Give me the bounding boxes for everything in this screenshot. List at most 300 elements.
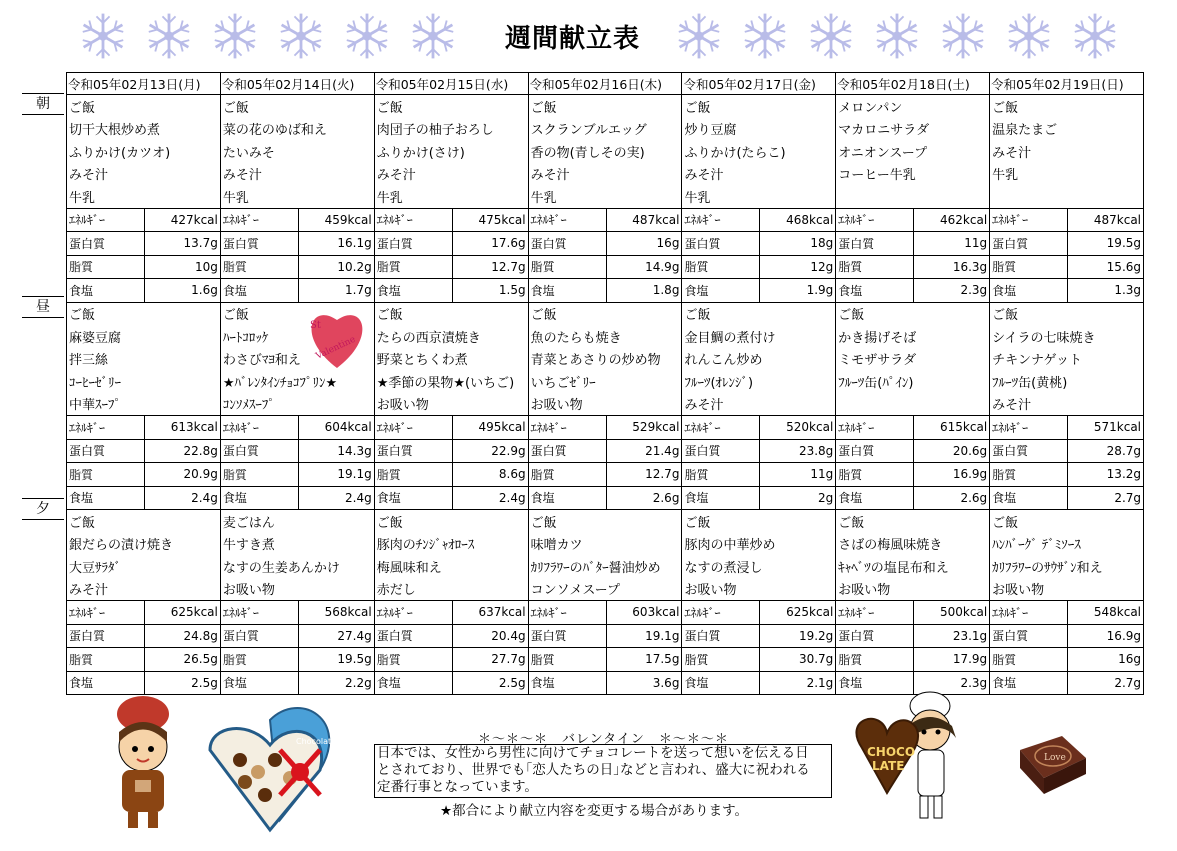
nutrient-label: 蛋白質 — [836, 232, 914, 256]
choco-text: CHOCO — [867, 745, 916, 759]
nutrient-label: 食塩 — [220, 279, 298, 303]
nutrient-label: 蛋白質 — [220, 439, 298, 463]
girl-with-chef-hat-illustration — [108, 692, 178, 832]
date-header: 令和05年02月15日(水) — [374, 73, 528, 95]
nutrient-value: 1.7g — [298, 279, 374, 303]
nutrient-label: ｴﾈﾙｷﾞｰ — [220, 208, 298, 232]
nutrient-value: 17.6g — [452, 232, 528, 256]
nutrient-label: 脂質 — [990, 648, 1068, 672]
lunch-item-row — [67, 302, 1144, 325]
menu-item: さばの梅風味焼き — [836, 533, 990, 556]
nutrient-value: 16g — [606, 232, 682, 256]
nutrient-value: 2g — [760, 486, 836, 510]
breakfast-nutrition-row — [67, 208, 1144, 232]
nutrient-value: 24.8g — [145, 624, 221, 648]
menu-item: 麦ごはん — [220, 510, 374, 533]
nutrient-label: ｴﾈﾙｷﾞｰ — [67, 416, 145, 440]
menu-item: 野菜とちくわ煮 — [374, 348, 528, 371]
nutrient-value: 14.3g — [298, 439, 374, 463]
nutrient-label: 脂質 — [682, 255, 760, 279]
nutrient-value: 615kcal — [914, 416, 990, 440]
page-title: 週間献立表 — [505, 24, 641, 54]
menu-item: 牛乳 — [990, 163, 1144, 186]
nutrient-value: 14.9g — [606, 255, 682, 279]
nutrient-value: 19.5g — [1068, 232, 1144, 256]
nutrient-label: 蛋白質 — [682, 624, 760, 648]
menu-item: ご飯 — [990, 302, 1144, 325]
nutrient-value: 16.9g — [1068, 624, 1144, 648]
nutrient-label: 脂質 — [682, 463, 760, 487]
snowflake-border-left — [72, 8, 464, 64]
nutrient-label: 蛋白質 — [836, 439, 914, 463]
nutrient-value: 28.7g — [1068, 439, 1144, 463]
lunch-item-row — [67, 325, 1144, 348]
nutrient-label: 脂質 — [67, 463, 145, 487]
nutrient-label: 蛋白質 — [836, 624, 914, 648]
menu-item: ﾊｰﾄｺﾛｯｹ — [220, 325, 374, 348]
menu-item: 菜の花のゆば和え — [220, 118, 374, 141]
nutrient-value: 2.1g — [760, 671, 836, 695]
nutrient-value: 2.3g — [914, 279, 990, 303]
nutrient-value: 487kcal — [606, 208, 682, 232]
menu-item: ふりかけ(たらこ) — [682, 140, 836, 163]
nutrient-label: 食塩 — [682, 486, 760, 510]
nutrient-label: ｴﾈﾙｷﾞｰ — [682, 601, 760, 625]
weekly-menu-table — [66, 72, 1144, 695]
nutrient-label: 食塩 — [836, 486, 914, 510]
love-text: Love — [1044, 753, 1066, 763]
lunch-nutrition-row — [67, 463, 1144, 487]
menu-item — [836, 393, 990, 416]
nutrient-label: 食塩 — [836, 279, 914, 303]
menu-item: ｶﾘﾌﾗﾜｰのｻｳｻﾞﾝ和え — [990, 555, 1144, 578]
menu-item: 温泉たまご — [990, 118, 1144, 141]
nutrient-value: 20.4g — [452, 624, 528, 648]
menu-item: なすの生姜あんかけ — [220, 555, 374, 578]
valentine-note-box — [374, 744, 832, 798]
nutrient-value: 22.9g — [452, 439, 528, 463]
menu-item: ﾌﾙｰﾂ缶(ﾊﾟｲﾝ) — [836, 370, 990, 393]
nutrient-label: ｴﾈﾙｷﾞｰ — [220, 601, 298, 625]
nutrient-label: 脂質 — [836, 255, 914, 279]
nutrient-value: 529kcal — [606, 416, 682, 440]
breakfast-item-row — [67, 163, 1144, 186]
menu-item: メロンパン — [836, 95, 990, 118]
breakfast-item-row — [67, 118, 1144, 141]
snowflake-icon — [204, 8, 266, 64]
snowflake-icon — [998, 8, 1060, 64]
nutrient-label: ｴﾈﾙｷﾞｰ — [528, 416, 606, 440]
nutrient-label: 食塩 — [990, 486, 1068, 510]
nutrient-value: 12g — [760, 255, 836, 279]
nutrient-label: 蛋白質 — [990, 624, 1068, 648]
nutrient-label: ｴﾈﾙｷﾞｰ — [836, 208, 914, 232]
snowflake-icon — [402, 8, 464, 64]
nutrient-label: 食塩 — [990, 671, 1068, 695]
menu-item — [836, 185, 990, 208]
nutrient-value: 1.8g — [606, 279, 682, 303]
note-line: とされており、世界でも｢恋人たちの日｣などと言われ、盛大に祝われる — [377, 762, 810, 778]
menu-item: 牛乳 — [374, 185, 528, 208]
menu-item: ご飯 — [836, 510, 990, 533]
nutrient-label: 蛋白質 — [990, 439, 1068, 463]
nutrient-value: 568kcal — [298, 601, 374, 625]
snowflake-icon — [932, 8, 994, 64]
chef-girl-with-chocolate-illustration — [842, 688, 972, 828]
dinner-item-row — [67, 510, 1144, 533]
nutrient-value: 15.6g — [1068, 255, 1144, 279]
nutrient-value: 1.3g — [1068, 279, 1144, 303]
snowflake-icon — [800, 8, 862, 64]
nutrient-label: 蛋白質 — [374, 439, 452, 463]
menu-item: ご飯 — [374, 510, 528, 533]
menu-item: ご飯 — [67, 95, 221, 118]
menu-item: 拌三絲 — [67, 348, 221, 371]
menu-item: お吸い物 — [528, 393, 682, 416]
menu-item: 牛すき煮 — [220, 533, 374, 556]
nutrient-label: 脂質 — [682, 648, 760, 672]
menu-item: ★季節の果物★(いちご) — [374, 370, 528, 393]
menu-item: ご飯 — [67, 302, 221, 325]
change-notice: ★都合により献立内容を変更する場合があります。 — [440, 803, 749, 819]
menu-item: 肉団子の柚子おろし — [374, 118, 528, 141]
nutrient-value: 10g — [145, 255, 221, 279]
menu-item: ふりかけ(カツオ) — [67, 140, 221, 163]
heart-text-valentine: Valentine — [314, 334, 358, 362]
nutrient-label: 脂質 — [220, 255, 298, 279]
nutrient-label: 脂質 — [374, 463, 452, 487]
chocolate-box-illustration — [200, 700, 364, 835]
menu-item: お吸い物 — [990, 578, 1144, 601]
nutrient-label: 蛋白質 — [528, 624, 606, 648]
date-header: 令和05年02月13日(月) — [67, 73, 221, 95]
nutrient-value: 19.1g — [606, 624, 682, 648]
nutrient-label: 蛋白質 — [374, 232, 452, 256]
menu-item: ｺﾝｿﾒｽｰﾌﾟ — [220, 393, 374, 416]
lunch-item-row — [67, 370, 1144, 393]
menu-item: 魚のたらも焼き — [528, 325, 682, 348]
nutrient-value: 2.5g — [452, 671, 528, 695]
nutrient-value: 20.6g — [914, 439, 990, 463]
nutrient-label: ｴﾈﾙｷﾞｰ — [990, 601, 1068, 625]
menu-item: ご飯 — [528, 510, 682, 533]
nutrient-value: 16.9g — [914, 463, 990, 487]
nutrient-label: ｴﾈﾙｷﾞｰ — [528, 208, 606, 232]
snowflake-icon — [138, 8, 200, 64]
menu-item: ご飯 — [682, 95, 836, 118]
menu-item: 豚肉のﾁﾝｼﾞｬｵﾛｰｽ — [374, 533, 528, 556]
nutrient-value: 17.5g — [606, 648, 682, 672]
nutrient-value: 3.6g — [606, 671, 682, 695]
nutrient-label: 脂質 — [528, 648, 606, 672]
nutrient-label: 脂質 — [67, 648, 145, 672]
nutrient-value: 11g — [914, 232, 990, 256]
menu-item: シイラの七味焼き — [990, 325, 1144, 348]
menu-item: 青菜とあさりの炒め物 — [528, 348, 682, 371]
lunch-nutrition-row — [67, 439, 1144, 463]
nutrient-value: 16.1g — [298, 232, 374, 256]
nutrient-value: 16.3g — [914, 255, 990, 279]
nutrient-value: 2.6g — [606, 486, 682, 510]
date-header-row — [67, 73, 1144, 95]
menu-item: れんこん炒め — [682, 348, 836, 371]
nutrient-label: 脂質 — [990, 463, 1068, 487]
nutrient-label: ｴﾈﾙｷﾞｰ — [220, 416, 298, 440]
snowflake-icon — [72, 8, 134, 64]
menu-item: 梅風味和え — [374, 555, 528, 578]
menu-item: ご飯 — [990, 95, 1144, 118]
note-line: 日本では、女性から男性に向けてチョコレートを送って想いを伝える日 — [377, 745, 809, 761]
menu-item: 香の物(青しその実) — [528, 140, 682, 163]
nutrient-label: ｴﾈﾙｷﾞｰ — [682, 416, 760, 440]
nutrient-value: 2.4g — [145, 486, 221, 510]
nutrient-value: 427kcal — [145, 208, 221, 232]
nutrient-label: ｴﾈﾙｷﾞｰ — [374, 601, 452, 625]
snowflake-icon — [866, 8, 928, 64]
breakfast-item-row — [67, 95, 1144, 118]
menu-item: たいみそ — [220, 140, 374, 163]
menu-item: ご飯 — [374, 302, 528, 325]
menu-item: みそ汁 — [374, 163, 528, 186]
menu-item: マカロニサラダ — [836, 118, 990, 141]
nutrient-label: ｴﾈﾙｷﾞｰ — [990, 208, 1068, 232]
nutrient-label: 食塩 — [374, 279, 452, 303]
menu-item: みそ汁 — [528, 163, 682, 186]
nutrient-value: 19.1g — [298, 463, 374, 487]
date-header: 令和05年02月19日(日) — [990, 73, 1144, 95]
nutrient-value: 613kcal — [145, 416, 221, 440]
nutrient-value: 625kcal — [145, 601, 221, 625]
menu-item: ｺｰﾋｰｾﾞﾘｰ — [67, 370, 221, 393]
lunch-nutrition-row — [67, 486, 1144, 510]
menu-item: 炒り豆腐 — [682, 118, 836, 141]
nutrient-value: 27.4g — [298, 624, 374, 648]
menu-item: スクランブルエッグ — [528, 118, 682, 141]
nutrient-value: 1.5g — [452, 279, 528, 303]
nutrient-label: 食塩 — [67, 486, 145, 510]
nutrient-value: 27.7g — [452, 648, 528, 672]
dinner-nutrition-row — [67, 648, 1144, 672]
menu-item: ご飯 — [682, 510, 836, 533]
meal-label-lunch: 昼 — [22, 296, 64, 318]
nutrient-value: 8.6g — [452, 463, 528, 487]
menu-item: コンソメスープ — [528, 578, 682, 601]
heart-text: St — [310, 320, 321, 331]
nutrient-value: 11g — [760, 463, 836, 487]
nutrient-label: 蛋白質 — [220, 232, 298, 256]
menu-item: 切干大根炒め煮 — [67, 118, 221, 141]
nutrient-value: 548kcal — [1068, 601, 1144, 625]
menu-item: 牛乳 — [682, 185, 836, 208]
nutrient-label: 食塩 — [682, 279, 760, 303]
menu-item: ご飯 — [374, 95, 528, 118]
menu-item: ご飯 — [220, 302, 374, 325]
nutrient-label: 食塩 — [67, 279, 145, 303]
nutrient-value: 2.5g — [145, 671, 221, 695]
menu-item: コーヒー牛乳 — [836, 163, 990, 186]
snowflake-icon — [1064, 8, 1126, 64]
menu-item: かき揚げそば — [836, 325, 990, 348]
menu-item: ふりかけ(さけ) — [374, 140, 528, 163]
nutrient-value: 571kcal — [1068, 416, 1144, 440]
menu-item: ★ﾊﾞﾚﾝﾀｲﾝﾁｮｺﾌﾟﾘﾝ★ — [220, 370, 374, 393]
nutrient-value: 17.9g — [914, 648, 990, 672]
nutrient-value: 12.7g — [452, 255, 528, 279]
snowflake-icon — [336, 8, 398, 64]
menu-item: 大豆ｻﾗﾀﾞ — [67, 555, 221, 578]
nutrient-label: 脂質 — [836, 648, 914, 672]
date-header: 令和05年02月16日(木) — [528, 73, 682, 95]
nutrient-label: 食塩 — [836, 671, 914, 695]
nutrient-value: 459kcal — [298, 208, 374, 232]
nutrient-label: 食塩 — [220, 486, 298, 510]
nutrient-value: 468kcal — [760, 208, 836, 232]
nutrient-label: 蛋白質 — [682, 439, 760, 463]
breakfast-item-row — [67, 185, 1144, 208]
nutrient-value: 495kcal — [452, 416, 528, 440]
nutrient-value: 2.7g — [1068, 486, 1144, 510]
menu-item: みそ汁 — [682, 393, 836, 416]
nutrient-value: 12.7g — [606, 463, 682, 487]
nutrient-label: 食塩 — [528, 671, 606, 695]
breakfast-nutrition-row — [67, 232, 1144, 256]
nutrient-value: 23.1g — [914, 624, 990, 648]
nutrient-label: 脂質 — [528, 255, 606, 279]
menu-item: みそ汁 — [990, 140, 1144, 163]
nutrient-value: 18g — [760, 232, 836, 256]
nutrient-label: ｴﾈﾙｷﾞｰ — [528, 601, 606, 625]
menu-item: みそ汁 — [682, 163, 836, 186]
nutrient-label: 脂質 — [374, 648, 452, 672]
menu-item: ご飯 — [528, 95, 682, 118]
menu-item: ご飯 — [990, 510, 1144, 533]
date-header: 令和05年02月17日(金) — [682, 73, 836, 95]
menu-item: ご飯 — [220, 95, 374, 118]
menu-item: オニオンスープ — [836, 140, 990, 163]
nutrient-label: 蛋白質 — [682, 232, 760, 256]
menu-item: お吸い物 — [836, 578, 990, 601]
nutrient-value: 13.2g — [1068, 463, 1144, 487]
menu-item: わさびﾏﾖ和え — [220, 348, 374, 371]
dinner-item-row — [67, 533, 1144, 556]
nutrient-label: 脂質 — [836, 463, 914, 487]
menu-item: ｷｬﾍﾞﾂの塩昆布和え — [836, 555, 990, 578]
nutrient-label: 蛋白質 — [528, 232, 606, 256]
nutrient-label: 蛋白質 — [990, 232, 1068, 256]
nutrient-label: 食塩 — [682, 671, 760, 695]
breakfast-nutrition-row — [67, 255, 1144, 279]
menu-item: お吸い物 — [374, 393, 528, 416]
nutrient-value: 19.2g — [760, 624, 836, 648]
nutrient-label: ｴﾈﾙｷﾞｰ — [374, 208, 452, 232]
nutrient-label: 食塩 — [990, 279, 1068, 303]
dinner-nutrition-row — [67, 601, 1144, 625]
menu-item: 牛乳 — [67, 185, 221, 208]
snowflake-border-right — [668, 8, 1126, 64]
nutrient-value: 2.6g — [914, 486, 990, 510]
snowflake-icon — [734, 8, 796, 64]
nutrient-value: 487kcal — [1068, 208, 1144, 232]
nutrient-label: 食塩 — [374, 486, 452, 510]
nutrient-value: 2.3g — [914, 671, 990, 695]
nutrient-value: 603kcal — [606, 601, 682, 625]
nutrient-value: 475kcal — [452, 208, 528, 232]
date-header: 令和05年02月14日(火) — [220, 73, 374, 95]
menu-item: ご飯 — [682, 302, 836, 325]
menu-item: みそ汁 — [67, 578, 221, 601]
valentine-heart-icon — [306, 302, 368, 372]
nutrient-value: 16g — [1068, 648, 1144, 672]
nutrient-label: 蛋白質 — [67, 624, 145, 648]
nutrient-label: 脂質 — [374, 255, 452, 279]
menu-item: 牛乳 — [528, 185, 682, 208]
menu-item: ﾌﾙｰﾂ缶(黄桃) — [990, 370, 1144, 393]
nutrient-value: 462kcal — [914, 208, 990, 232]
menu-item: みそ汁 — [67, 163, 221, 186]
nutrient-label: 蛋白質 — [528, 439, 606, 463]
nutrient-label: 食塩 — [528, 279, 606, 303]
nutrient-value: 637kcal — [452, 601, 528, 625]
menu-item: たらの西京漬焼き — [374, 325, 528, 348]
menu-item: 麻婆豆腐 — [67, 325, 221, 348]
nutrient-label: ｴﾈﾙｷﾞｰ — [836, 601, 914, 625]
nutrient-value: 10.2g — [298, 255, 374, 279]
nutrient-label: 食塩 — [528, 486, 606, 510]
nutrient-value: 1.6g — [145, 279, 221, 303]
nutrient-label: 食塩 — [374, 671, 452, 695]
lunch-item-row — [67, 393, 1144, 416]
nutrient-label: 蛋白質 — [220, 624, 298, 648]
nutrient-label: 脂質 — [990, 255, 1068, 279]
nutrient-value: 2.7g — [1068, 671, 1144, 695]
nutrient-label: 脂質 — [528, 463, 606, 487]
dinner-item-row — [67, 578, 1144, 601]
menu-item: ﾌﾙｰﾂ(ｵﾚﾝｼﾞ) — [682, 370, 836, 393]
lunch-nutrition-row — [67, 416, 1144, 440]
menu-item: ｶﾘﾌﾗﾜｰのﾊﾞﾀｰ醤油炒め — [528, 555, 682, 578]
snowflake-icon — [668, 8, 730, 64]
menu-item: 牛乳 — [220, 185, 374, 208]
menu-item — [990, 185, 1144, 208]
nutrient-value: 625kcal — [760, 601, 836, 625]
meal-label-dinner: 夕 — [22, 498, 64, 520]
dinner-item-row — [67, 555, 1144, 578]
date-header: 令和05年02月18日(土) — [836, 73, 990, 95]
nutrient-value: 13.7g — [145, 232, 221, 256]
nutrient-label: ｴﾈﾙｷﾞｰ — [836, 416, 914, 440]
menu-item: お吸い物 — [220, 578, 374, 601]
nutrient-value: 520kcal — [760, 416, 836, 440]
nutrient-label: 脂質 — [220, 463, 298, 487]
nutrient-value: 23.8g — [760, 439, 836, 463]
nutrient-label: 食塩 — [67, 671, 145, 695]
nutrient-value: 604kcal — [298, 416, 374, 440]
lunch-item-row — [67, 348, 1144, 371]
dinner-nutrition-row — [67, 671, 1144, 695]
meal-label-breakfast: 朝 — [22, 93, 64, 115]
nutrient-label: 脂質 — [220, 648, 298, 672]
late-text: LATE — [872, 759, 905, 773]
nutrient-label: 蛋白質 — [67, 232, 145, 256]
menu-item: お吸い物 — [682, 578, 836, 601]
menu-item: ご飯 — [836, 302, 990, 325]
nutrient-value: 26.5g — [145, 648, 221, 672]
snowflake-icon — [270, 8, 332, 64]
menu-item: みそ汁 — [990, 393, 1144, 416]
nutrient-label: ｴﾈﾙｷﾞｰ — [682, 208, 760, 232]
nutrient-value: 21.4g — [606, 439, 682, 463]
menu-item: 銀だらの漬け焼き — [67, 533, 221, 556]
